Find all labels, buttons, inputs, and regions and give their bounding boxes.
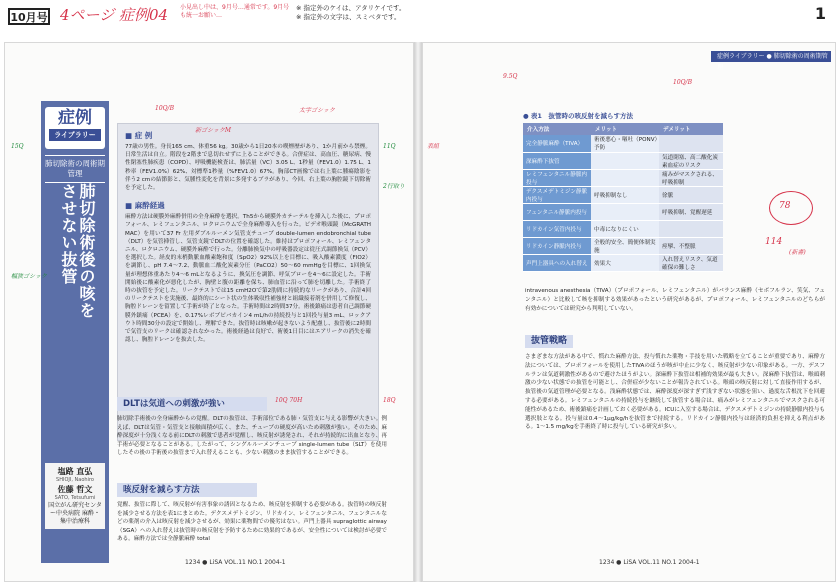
print-notes	[296, 4, 406, 22]
anesthesia-label: ■ 麻酔経過	[125, 201, 165, 211]
table-cell: 気道閉塞、高二酸化炭素血症のリスク	[659, 152, 723, 169]
annotation: 9.5Q	[503, 73, 518, 80]
table-caption: ● 表1 抜管時の咳反射を減らす方法	[523, 112, 633, 120]
drug-table	[523, 123, 723, 272]
annotation: 新ゴシックM	[195, 127, 232, 134]
annotation: 10Q/B	[155, 105, 174, 112]
author-block	[45, 463, 105, 529]
table-cell	[659, 135, 723, 152]
table-header-row	[523, 123, 723, 135]
annotation: 2行取り	[383, 183, 405, 190]
table-row	[523, 152, 723, 169]
right-page	[422, 42, 836, 582]
annotation: 114	[765, 237, 783, 247]
table-cell	[659, 220, 723, 237]
annotation: 78	[779, 201, 791, 211]
table-row	[523, 135, 723, 152]
table-cell: リドカイン気管内投与	[523, 220, 591, 237]
annotation: 18Q	[383, 397, 396, 404]
table-row	[523, 254, 723, 271]
author-affiliation: 国立がん研究センター中央病院 麻酔・集中治療科	[48, 502, 102, 525]
table-cell	[591, 152, 659, 169]
table-cell: 効果大	[591, 254, 659, 271]
table-cell: デクスメデトミジン静脈内投与	[523, 186, 591, 203]
feature-subtitle: 肺切除術の周術期管理	[45, 155, 105, 183]
author-name: 塩路 直弘	[57, 467, 93, 476]
table-row	[523, 237, 723, 254]
table-row	[523, 169, 723, 186]
table-cell: リドカイン静脈内投与	[523, 237, 591, 254]
section-text: 肺切除手術後の全身麻酔からの覚醒。DLTの抜管は、手術部位である肺・気管支に与える影響が大きい。例えば、DLTは気管・気管支と接触面積が広く、また、チューブの硬度が高いため刺激が強い。そのため、麻酔深度が十分浅くなる前にDLTの刺激で患者が覚醒し、咳反射が誘発され、それが持続的に出血となり、再手術が必要となることがある。したがって、シングルルーメンチューブ single-lumen tube（SLT）を使用したその後の手術後の抜管まで入れ替えることも、少ない刺激のまま抜管することができる。	[117, 416, 387, 457]
print-note: ※ 指定外のケイは、アタリケイです。	[296, 4, 406, 12]
table-cell: 入れ替えリスク、気道確保の難しさ	[659, 254, 723, 271]
annotation-circle	[769, 191, 813, 225]
anesthesia-text: 麻酔方法は硬膜外麻酔併用の全身麻酔を選択。Th5から硬膜外カテーテルを挿入した後に、プロポフォール、レミフェンタニル、ロクロニウムで全身麻酔導入を行った。ビデオ喉頭鏡（McGRATH MAC）を用いて37 Fr 左用ダブルルーメン気管支チューブ double-lumen endobronchial tube（DLT）を気管挿管し、気管支鏡でDLTの位置を確認した。維持はプロポフォール、レミフェンタニル、ロクロニウム、硬膜外麻酔で行った。分離肺換気中の呼吸器設定は従圧式調節換気（PCV）を選択した。経皮的末梢動脈血酸素飽和度（SpO2）92%以上を目標に、吸入酸素濃度（FIO2）を調節し、pH 7.4〜7.2、動脈血二酸化炭素分圧（PaCO2）50〜60 mmHgを目標に、1回換気量が理想体重あたり4〜6 mLとなるように、換気圧を調節、呼気ブローを4〜6に設定した。手術開始後に酸素化が悪化したが、胸壁と腹の距離を保ち、肺血管に沿って肺を切離した。手術終了時の抜管を予定した。リークテストでは15 cmH2Oで第2肋間に持続的なリークがあり、合計4回のリークテストを実施後、最終的にシート状の生体吸収性補強材と組織接着剤を併用して修復し、胸腔ドレーンを留置して手術が終了となった。手術時間は2時間37分。術後鎮痛は患者自己調節硬膜外鎮痛（PCEA）を、0.17%レボブピバカイン4 mL/hの持続投与と1回投与量3 mL、ロックアウト時間30分の設定で開始し、理解できた。抜管時は咳嗽が起きないよう配慮し、抜管後に2時間で気管支のリークは確認されなかった。術後経過は良好で、術後1日目にはエアリークの消失を確認し、胸腔ドレーンを抜去した。	[125, 214, 371, 344]
table-cell: 呼吸抑制なし	[591, 186, 659, 203]
left-page	[4, 42, 414, 582]
table-cell: 声門上器具への入れ替え	[523, 254, 591, 271]
case-box	[117, 123, 379, 441]
table-row	[523, 203, 723, 220]
body-text: intravenous anesthesia（TIVA）（プロポフォール、レミフェンタニル）がバランス麻酔（セボフルラン、笑気、フェンタニル）と比較して咳を抑制する効果があったという研究があるが、プロポフォール、レミフェンタニルのどちらが有効かについては研究から判明していない。	[525, 288, 825, 312]
section-heading: DLTは気道への刺激が強い	[117, 397, 267, 411]
table-cell: 中毒になりにくい	[591, 220, 659, 237]
section-text: 覚醒、抜管に際して、咳反射が有害事象の誘因となるため、咳反射を抑制する必要がある。抜管時の咳反射を減少させる方法を表1にまとめた。デクスメデトミジン、リドカイン、レミフェンタニル、フェンタニルなどの薬剤の介入は咳反射を減少させるが、効果に薬物間での優劣はない。声門上器具 supraglottic airway（SGA）への入れ替えは抜管時の咳反射を予防するために効果的であるが、安全性については検討が必要である。麻酔方法では全静脈麻酔 total	[117, 502, 387, 543]
case-text: 77歳の男性。身長165 cm、体重56 kg。30歳から1日20本の喫煙歴があり、1か月前から禁煙。日常生活は自立。階段を2階まで息切れせずに上ることができる。合併症は、高血圧、糖尿病、慢性閉塞性肺疾患（COPD）、呼吸機能検査は、肺活量（VC）3.05 L、1秒量（FEV1.0）1.75 L、1秒率（FEV1.0%）62%、対標準1秒量（%FEV1.0）67%。胸部CT画像では右上葉に腫瘍陰影を伴う2 cmの結節影と、気腫性変化を背景に多発するブラがあり、今回、右上葉の胸腔鏡下切除術を予定した。	[125, 144, 371, 192]
book-spine	[414, 42, 422, 582]
annotation: 11Q	[383, 143, 396, 150]
section-heading: 抜管戦略	[525, 335, 573, 348]
print-note: ※ 指定外の文字は、スミベタです。	[296, 13, 401, 21]
case-label: ■ 症 例	[125, 131, 153, 140]
annotation: 10Q 70H	[275, 397, 303, 404]
annotation: 10Q/B	[673, 79, 692, 86]
month-label: 10月号	[8, 8, 50, 25]
page-footer: 1234 ● LiSA VOL.11 NO.1 2004-1	[599, 559, 700, 566]
section-heading: 咳反射を減らす方法	[117, 483, 257, 497]
table-cell: レミフェンタニル静脈内投与	[523, 169, 591, 186]
table-cell	[591, 203, 659, 220]
running-header-label: 症例ライブラリー ● 肺切除術の周術期管理	[711, 51, 831, 62]
annotation: 幅狭ゴシック	[11, 273, 47, 280]
author-roman: SHIOJI, Naohiro	[56, 477, 94, 483]
table-cell: 痙攣、不整脈	[659, 237, 723, 254]
table-cell: 完全静脈麻酔（TIVA）	[523, 135, 591, 152]
header-strip	[0, 0, 840, 42]
annotation: 表組	[427, 143, 440, 150]
article-title: 肺切除術後の咳をさせない抜管	[59, 183, 96, 319]
table-header: メリット	[591, 123, 659, 135]
author-roman: SATO, Tetsufumi	[54, 495, 96, 501]
series-subtitle: ライブラリー	[49, 129, 101, 141]
side-banner	[41, 101, 109, 563]
table-row	[523, 220, 723, 237]
series-badge	[45, 107, 105, 149]
page-number: 1	[814, 4, 826, 23]
table-cell: 徐脈	[659, 186, 723, 203]
table-header: デメリット	[659, 123, 723, 135]
table-row	[523, 186, 723, 203]
annotation: 15Q	[11, 143, 24, 150]
table-cell	[591, 169, 659, 186]
running-header	[423, 51, 836, 71]
author-name: 佐藤 哲文	[57, 485, 93, 494]
table-cell: 全般的安全、簡便体制実施	[591, 237, 659, 254]
annotation: 太字ゴシック	[299, 107, 335, 114]
handwritten-title: 4ページ 症例04	[60, 6, 169, 24]
table-cell: 呼吸抑制、覚醒遅延	[659, 203, 723, 220]
table-cell: 術後悪心・嘔吐（PONV）予防	[591, 135, 659, 152]
annotation: (新書)	[789, 249, 806, 256]
body-text: さまざまな方法がある中で、慣れた麻酔方法、投与慣れた薬物・手技を用いた戦略を立てることが重要であり、麻酔方法については、プロポフォールを使用したTIVAのほうが咳が中止に少なく、咳反射が少ない印象がある。一方、デスフルランは気道刺激性があるので避けたほうがよい。深麻酔下抜管は相補的効果が最も大きい。深麻酔下抜管は、喉頭刺激の少ない状態での抜管を可能とし、合併症が少ないことが報告されている。喉頭の咳反射に対して直接作用するが、抜管後の気道管理が必要となる。浅麻酔状態では、麻酔深度が深すぎず浅すぎない状態を狙い、過度な舌根沈下を回避する必要がある。レミフェンタニルの持続投与を継続して抜管する場合は、痛みがレミフェンタニルでマスクされる可能性があるため、術後鎮痛を計画しておく必要がある。ICUに入室する場合は、デクスメデトミジンの持続静脈内投与も選択肢となる。投与量は0.4〜1μg/kg/hを抜管まで持続する。リドカイン静脈内投与は経済的負担を抑える利点がある。1〜1.5 mg/kgを手術終了時に投与している研究が多い。	[525, 354, 825, 431]
handwritten-note: 小見出し中は、9月号…通常です。9月号も統一お願い…	[180, 4, 290, 19]
table-cell: 深麻酔下抜管	[523, 152, 591, 169]
table-header: 介入方法	[523, 123, 591, 135]
page-footer: 1234 ● LiSA VOL.11 NO.1 2004-1	[185, 559, 286, 566]
series-title: 症例	[58, 108, 92, 128]
table-cell: フェンタニル静脈内投与	[523, 203, 591, 220]
table-cell: 痛みがマスクされる、呼吸抑制	[659, 169, 723, 186]
